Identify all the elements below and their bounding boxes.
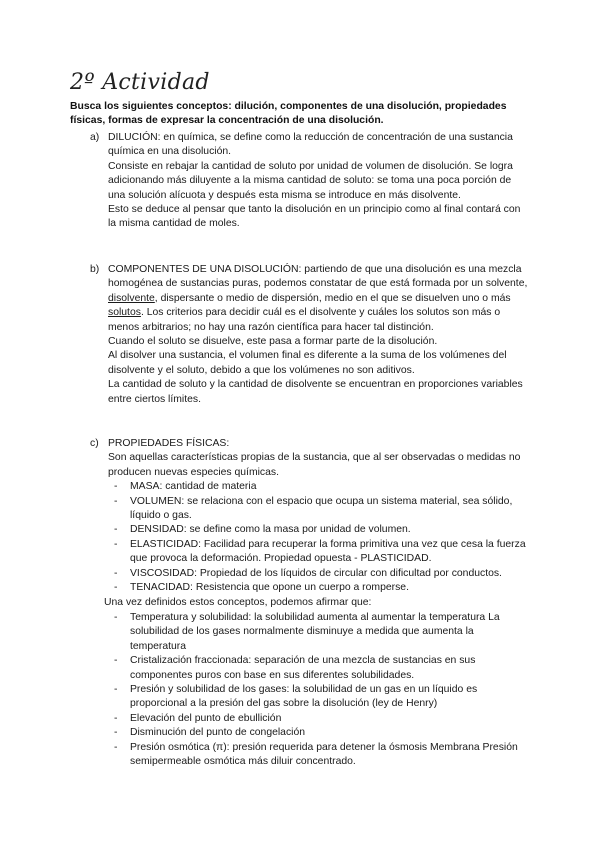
list-item (108, 611, 528, 654)
dash-marker: - (114, 655, 118, 667)
dash-marker: - (114, 495, 118, 507)
section-c-continuation-body (104, 596, 528, 610)
dash-marker: - (114, 538, 118, 550)
list-item (108, 726, 528, 740)
section-b-body (108, 263, 528, 407)
list-item-text: Cristalización fraccionada: separación de una mezcla de sustancias en sus componentes puros con base en sus diferentes solubilidades. (130, 655, 476, 681)
section-b-paragraph: Cuando el soluto se disuelve, este pasa a formar parte de la disolución. (108, 336, 438, 348)
section-a-paragraph: Esto se deduce al pensar que tanto la disolución en un principio como al final contará con la misma cantidad de moles. (108, 204, 521, 230)
dash-marker: - (114, 727, 118, 739)
conclusions-list (108, 611, 528, 769)
list-item-text: Disminución del punto de congelación (130, 727, 306, 739)
section-b-paragraph: La cantidad de soluto y la cantidad de disolvente se encuentran en proporciones variables entre ciertos límites. (108, 379, 523, 405)
dash-marker: - (114, 712, 118, 724)
section-a-marker: a) (90, 132, 100, 143)
list-item-text: MASA: cantidad de materia (130, 481, 257, 493)
dash-marker: - (114, 481, 118, 493)
list-item (108, 567, 528, 581)
section-b-marker: b) (90, 264, 100, 275)
list-item-text: Presión y solubilidad de los gases: la solubilidad de un gas en un líquido es proporcional a la presión del gas sobre la disolución (ley de Henry) (130, 684, 478, 710)
dash-marker: - (114, 612, 118, 623)
section-c-heading: PROPIEDADES FÍSICAS: (108, 438, 230, 449)
section-c-body (108, 437, 528, 595)
list-item (108, 741, 528, 770)
dash-marker: - (114, 741, 118, 753)
text-run: . Los criterios para decidir cuál es el disolvente y cuáles los solutos son más o menos arbitrarios; no hay una razón científica para hacer tal distinción. (108, 307, 501, 333)
list-item (108, 538, 528, 567)
list-item-text: VISCOSIDAD: Propiedad de los líquidos de circular con dificultad por conductos. (130, 567, 502, 579)
intro-instructions: Busca los siguientes conceptos: dilución, componentes de una disolución, propiedades físicas, formas de expresar la concentración de una disolución. (70, 101, 507, 126)
underlined-term-disolvente: disolvente (108, 292, 155, 304)
physical-properties-list (108, 480, 528, 595)
list-item (108, 654, 528, 683)
list-item-text: VOLUMEN: se relaciona con el espacio que ocupa un sistema material, sea sólido, líquido o gas. (130, 495, 513, 522)
underlined-term-solutos: solutos (108, 307, 141, 319)
section-c-conclusions-body (108, 611, 528, 769)
list-item-text: Temperatura y solubilidad: la solubilidad aumenta al aumentar la temperatura La solubilidad de los gases normalmente disminuye a medida que aumenta la temperatura (130, 612, 500, 652)
list-item-text: ELASTICIDAD: Facilidad para recuperar la forma primitiva una vez que cesa la fuerza que provoca la deformación. Propiedad opuesta - PLASTICIDAD. (130, 538, 526, 565)
dash-marker: - (114, 524, 118, 536)
section-a-paragraph: Consiste en rebajar la cantidad de soluto por unidad de volumen de disolución. Se logra adicionando más diluyente a la misma cantidad de soluto: se toma una poca porción de una solución alícuota y después esta misma se introduce en más disolvente. (108, 160, 513, 201)
text-run: , dispersante o medio de dispersión, medio en el que se disuelven uno o más (154, 292, 511, 304)
text-run: COMPONENTES DE UNA DISOLUCIÓN: partiendo de que una disolución es una mezcla homogénea de sustancias puras, podemos constatar de que está formada por un solvente, (108, 264, 528, 290)
list-item (108, 712, 528, 726)
list-item (108, 581, 528, 595)
list-item (108, 683, 528, 712)
section-b-paragraph: Al disolver una sustancia, el volumen final es diferente a la suma de los volúmenes del disolvente y el soluto, debido a que los volúmenes no son aditivos. (108, 350, 507, 376)
list-item-text: Presión osmótica (π): presión requerida para detener la ósmosis Membrana Presión semipermeable osmótica más diluir concentrado. (130, 741, 518, 768)
list-item-text: DENSIDAD: se define como la masa por unidad de volumen. (130, 524, 411, 536)
list-item (108, 480, 528, 494)
dash-marker: - (114, 684, 118, 696)
dash-marker: - (114, 567, 118, 579)
section-c-marker: c) (90, 438, 99, 449)
list-item (108, 495, 528, 524)
list-item-text: Elevación del punto de ebullición (130, 712, 282, 724)
dash-marker: - (114, 582, 118, 594)
section-b-paragraph (108, 263, 528, 335)
section-a-body (108, 131, 528, 232)
section-c-transition: Una vez definidos estos conceptos, podemos afirmar que: (104, 597, 372, 608)
list-item-text: TENACIDAD: Resistencia que opone un cuerpo a romperse. (130, 582, 409, 594)
section-c-definition: Son aquellas características propias de la sustancia, que al ser observadas o medidas no producen nuevas especies químicas. (108, 452, 521, 478)
list-item (108, 523, 528, 537)
page-title: 2º Actividad (70, 70, 210, 95)
section-a-paragraph: DILUCIÓN: en química, se define como la reducción de concentración de una sustancia química en una disolución. (108, 132, 513, 158)
